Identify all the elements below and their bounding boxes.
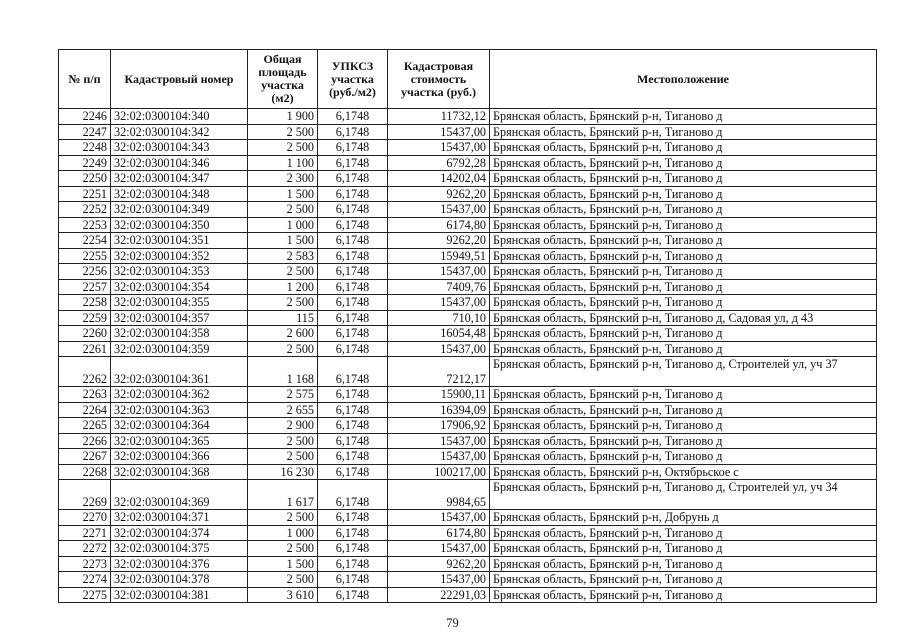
cell-location: Брянская область, Брянский р-н, Тиганово д (490, 109, 877, 125)
cell-cadastral-number: 32:02:0300104:376 (111, 556, 248, 572)
cell-cadastral-number: 32:02:0300104:365 (111, 433, 248, 449)
cell-cadastral-number: 32:02:0300104:362 (111, 387, 248, 403)
cell-cadastral-cost: 16054,48 (388, 326, 490, 342)
cell-location: Брянская область, Брянский р-н, Тиганово д (490, 217, 877, 233)
table-body (59, 109, 877, 603)
cell-cadastral-number: 32:02:0300104:359 (111, 341, 248, 357)
cell-cadastral-cost: 16394,09 (388, 402, 490, 418)
cell-index: 2261 (59, 341, 111, 357)
cell-upksz: 6,1748 (318, 572, 388, 588)
cell-cadastral-cost: 15437,00 (388, 264, 490, 280)
cell-area: 1 900 (248, 109, 318, 125)
table-row (59, 171, 877, 187)
cell-cadastral-cost: 9262,20 (388, 556, 490, 572)
cell-cadastral-number: 32:02:0300104:349 (111, 202, 248, 218)
header-cadastral-number: Кадастровый номер (111, 50, 248, 109)
table-row (59, 217, 877, 233)
cell-location: Брянская область, Брянский р-н, Тиганово д (490, 449, 877, 465)
cell-cadastral-number: 32:02:0300104:350 (111, 217, 248, 233)
table-row (59, 341, 877, 357)
cell-upksz: 6,1748 (318, 124, 388, 140)
cell-cadastral-number: 32:02:0300104:355 (111, 295, 248, 311)
cell-area: 1 500 (248, 186, 318, 202)
cell-area: 115 (248, 310, 318, 326)
cell-cadastral-number: 32:02:0300104:346 (111, 155, 248, 171)
cell-cadastral-cost: 14202,04 (388, 171, 490, 187)
cell-area: 1 168 (248, 357, 318, 387)
cell-cadastral-cost: 7409,76 (388, 279, 490, 295)
cell-index: 2254 (59, 233, 111, 249)
cell-upksz: 6,1748 (318, 587, 388, 603)
cell-cadastral-number: 32:02:0300104:381 (111, 587, 248, 603)
header-location: Местоположение (490, 50, 877, 109)
cell-index: 2270 (59, 510, 111, 526)
cell-area: 2 600 (248, 326, 318, 342)
cell-index: 2268 (59, 464, 111, 480)
cell-location: Брянская область, Брянский р-н, Тиганово д (490, 202, 877, 218)
cell-area: 2 583 (248, 248, 318, 264)
cell-cadastral-cost: 9984,65 (388, 480, 490, 510)
cell-area: 1 500 (248, 233, 318, 249)
cell-location: Брянская область, Брянский р-н, Тиганово д (490, 418, 877, 434)
cell-location: Брянская область, Брянский р-н, Тиганово д (490, 233, 877, 249)
cell-location: Брянская область, Брянский р-н, Тиганово д (490, 248, 877, 264)
cell-upksz: 6,1748 (318, 109, 388, 125)
cell-cadastral-cost: 15437,00 (388, 433, 490, 449)
cell-cadastral-number: 32:02:0300104:361 (111, 357, 248, 387)
cell-cadastral-number: 32:02:0300104:363 (111, 402, 248, 418)
cell-cadastral-cost: 6174,80 (388, 525, 490, 541)
cell-cadastral-number: 32:02:0300104:348 (111, 186, 248, 202)
cell-area: 2 500 (248, 449, 318, 465)
cell-area: 2 500 (248, 202, 318, 218)
table-row (59, 418, 877, 434)
cell-location: Брянская область, Брянский р-н, Тиганово д (490, 155, 877, 171)
cell-cadastral-cost: 15437,00 (388, 124, 490, 140)
cell-cadastral-number: 32:02:0300104:343 (111, 140, 248, 156)
table-row (59, 295, 877, 311)
table-row (59, 264, 877, 280)
cell-cadastral-number: 32:02:0300104:358 (111, 326, 248, 342)
cell-location: Брянская область, Брянский р-н, Тиганово д (490, 572, 877, 588)
header-upksz: УПКСЗ участка (руб./м2) (318, 50, 388, 109)
cell-upksz: 6,1748 (318, 310, 388, 326)
table-row (59, 480, 877, 510)
cell-upksz: 6,1748 (318, 171, 388, 187)
cell-location: Брянская область, Брянский р-н, Тиганово д (490, 140, 877, 156)
table-header-row (59, 50, 877, 109)
cell-area: 2 500 (248, 124, 318, 140)
cell-area: 1 500 (248, 556, 318, 572)
cell-location: Брянская область, Брянский р-н, Тиганово д (490, 279, 877, 295)
table-row (59, 109, 877, 125)
cell-area: 2 500 (248, 295, 318, 311)
cell-area: 2 500 (248, 541, 318, 557)
header-index: № п/п (59, 50, 111, 109)
cell-location: Брянская область, Брянский р-н, Тиганово д (490, 295, 877, 311)
cell-upksz: 6,1748 (318, 155, 388, 171)
cell-location: Брянская область, Брянский р-н, Добрунь д (490, 510, 877, 526)
cell-upksz: 6,1748 (318, 541, 388, 557)
table-row (59, 279, 877, 295)
cell-index: 2247 (59, 124, 111, 140)
cell-area: 2 900 (248, 418, 318, 434)
cell-location: Брянская область, Брянский р-н, Тиганово д, Садовая ул, д 43 (490, 310, 877, 326)
cell-cadastral-number: 32:02:0300104:342 (111, 124, 248, 140)
cell-area: 1 000 (248, 525, 318, 541)
cell-location: Брянская область, Брянский р-н, Тиганово д, Строителей ул, уч 37 (490, 357, 877, 387)
cell-upksz: 6,1748 (318, 279, 388, 295)
cell-index: 2251 (59, 186, 111, 202)
table-row (59, 155, 877, 171)
cell-upksz: 6,1748 (318, 326, 388, 342)
table-row (59, 140, 877, 156)
table-row (59, 357, 877, 387)
cell-upksz: 6,1748 (318, 140, 388, 156)
cell-location: Брянская область, Брянский р-н, Тиганово д (490, 264, 877, 280)
cell-index: 2275 (59, 587, 111, 603)
cell-upksz: 6,1748 (318, 295, 388, 311)
cell-upksz: 6,1748 (318, 464, 388, 480)
cell-location: Брянская область, Брянский р-н, Октябрьское с (490, 464, 877, 480)
cell-index: 2258 (59, 295, 111, 311)
cell-index: 2265 (59, 418, 111, 434)
cell-cadastral-number: 32:02:0300104:375 (111, 541, 248, 557)
cell-index: 2259 (59, 310, 111, 326)
cell-cadastral-number: 32:02:0300104:369 (111, 480, 248, 510)
cell-area: 2 500 (248, 341, 318, 357)
cell-location: Брянская область, Брянский р-н, Тиганово д (490, 186, 877, 202)
cell-cadastral-number: 32:02:0300104:351 (111, 233, 248, 249)
cell-location: Брянская область, Брянский р-н, Тиганово д (490, 525, 877, 541)
table-row (59, 510, 877, 526)
cell-area: 2 300 (248, 171, 318, 187)
cell-cadastral-cost: 15437,00 (388, 295, 490, 311)
cell-upksz: 6,1748 (318, 202, 388, 218)
cell-cadastral-number: 32:02:0300104:366 (111, 449, 248, 465)
cell-area: 16 230 (248, 464, 318, 480)
cell-index: 2271 (59, 525, 111, 541)
cell-index: 2264 (59, 402, 111, 418)
cell-cadastral-cost: 15437,00 (388, 510, 490, 526)
cell-location: Брянская область, Брянский р-н, Тиганово д (490, 171, 877, 187)
cell-location: Брянская область, Брянский р-н, Тиганово д (490, 124, 877, 140)
table-row (59, 326, 877, 342)
cell-cadastral-number: 32:02:0300104:353 (111, 264, 248, 280)
cell-area: 1 000 (248, 217, 318, 233)
table-row (59, 387, 877, 403)
cell-upksz: 6,1748 (318, 449, 388, 465)
cell-upksz: 6,1748 (318, 264, 388, 280)
cell-cadastral-cost: 11732,12 (388, 109, 490, 125)
cell-cadastral-cost: 15437,00 (388, 449, 490, 465)
cell-area: 1 200 (248, 279, 318, 295)
table-row (59, 464, 877, 480)
cell-cadastral-cost: 7212,17 (388, 357, 490, 387)
table-row (59, 449, 877, 465)
cell-upksz: 6,1748 (318, 480, 388, 510)
cell-location: Брянская область, Брянский р-н, Тиганово д (490, 433, 877, 449)
cell-upksz: 6,1748 (318, 525, 388, 541)
cell-location: Брянская область, Брянский р-н, Тиганово д (490, 402, 877, 418)
table-row (59, 541, 877, 557)
cell-area: 2 500 (248, 140, 318, 156)
cell-upksz: 6,1748 (318, 233, 388, 249)
cell-location: Брянская область, Брянский р-н, Тиганово д, Строителей ул, уч 34 (490, 480, 877, 510)
cell-index: 2262 (59, 357, 111, 387)
cell-cadastral-cost: 17906,92 (388, 418, 490, 434)
cadastral-table (58, 49, 877, 603)
table-row (59, 525, 877, 541)
cell-index: 2263 (59, 387, 111, 403)
cell-cadastral-cost: 9262,20 (388, 233, 490, 249)
table-row (59, 248, 877, 264)
cell-cadastral-number: 32:02:0300104:374 (111, 525, 248, 541)
cell-cadastral-cost: 15437,00 (388, 140, 490, 156)
cell-location: Брянская область, Брянский р-н, Тиганово д (490, 341, 877, 357)
cell-index: 2267 (59, 449, 111, 465)
cell-cadastral-cost: 9262,20 (388, 186, 490, 202)
cell-upksz: 6,1748 (318, 387, 388, 403)
table-row (59, 310, 877, 326)
cell-upksz: 6,1748 (318, 217, 388, 233)
cell-cadastral-cost: 15437,00 (388, 341, 490, 357)
cell-index: 2256 (59, 264, 111, 280)
cell-location: Брянская область, Брянский р-н, Тиганово д (490, 326, 877, 342)
header-cadastral-cost: Кадастровая стоимость участка (руб.) (388, 50, 490, 109)
cell-cadastral-cost: 100217,00 (388, 464, 490, 480)
cell-cadastral-cost: 15900,11 (388, 387, 490, 403)
cell-index: 2260 (59, 326, 111, 342)
cell-index: 2252 (59, 202, 111, 218)
cell-cadastral-cost: 22291,03 (388, 587, 490, 603)
cell-index: 2253 (59, 217, 111, 233)
cell-index: 2274 (59, 572, 111, 588)
table-row (59, 433, 877, 449)
cell-cadastral-cost: 15949,51 (388, 248, 490, 264)
table-row (59, 124, 877, 140)
cell-area: 2 655 (248, 402, 318, 418)
cell-cadastral-number: 32:02:0300104:347 (111, 171, 248, 187)
cell-upksz: 6,1748 (318, 341, 388, 357)
cell-index: 2273 (59, 556, 111, 572)
cell-area: 2 500 (248, 433, 318, 449)
cell-location: Брянская область, Брянский р-н, Тиганово д (490, 587, 877, 603)
table-row (59, 587, 877, 603)
cell-upksz: 6,1748 (318, 186, 388, 202)
cell-cadastral-number: 32:02:0300104:368 (111, 464, 248, 480)
header-area: Общая площадь участка (м2) (248, 50, 318, 109)
cell-cadastral-number: 32:02:0300104:371 (111, 510, 248, 526)
cell-cadastral-number: 32:02:0300104:364 (111, 418, 248, 434)
cell-location: Брянская область, Брянский р-н, Тиганово д (490, 541, 877, 557)
cell-upksz: 6,1748 (318, 556, 388, 572)
cell-cadastral-cost: 15437,00 (388, 202, 490, 218)
cell-index: 2248 (59, 140, 111, 156)
cell-index: 2269 (59, 480, 111, 510)
cell-cadastral-number: 32:02:0300104:357 (111, 310, 248, 326)
page-number: 79 (446, 616, 459, 630)
cell-upksz: 6,1748 (318, 433, 388, 449)
cell-cadastral-number: 32:02:0300104:352 (111, 248, 248, 264)
cell-cadastral-cost: 15437,00 (388, 541, 490, 557)
table-row (59, 556, 877, 572)
cell-area: 1 617 (248, 480, 318, 510)
cell-index: 2249 (59, 155, 111, 171)
cell-area: 2 500 (248, 572, 318, 588)
cell-index: 2255 (59, 248, 111, 264)
cell-area: 2 500 (248, 264, 318, 280)
cell-area: 3 610 (248, 587, 318, 603)
cell-area: 2 500 (248, 510, 318, 526)
cell-area: 2 575 (248, 387, 318, 403)
table-row (59, 186, 877, 202)
cell-cadastral-cost: 6174,80 (388, 217, 490, 233)
cell-cadastral-number: 32:02:0300104:378 (111, 572, 248, 588)
cell-index: 2266 (59, 433, 111, 449)
table-row (59, 402, 877, 418)
cell-upksz: 6,1748 (318, 248, 388, 264)
table-row (59, 233, 877, 249)
cell-upksz: 6,1748 (318, 510, 388, 526)
cell-upksz: 6,1748 (318, 418, 388, 434)
cell-upksz: 6,1748 (318, 402, 388, 418)
cell-upksz: 6,1748 (318, 357, 388, 387)
cell-area: 1 100 (248, 155, 318, 171)
cell-location: Брянская область, Брянский р-н, Тиганово д (490, 556, 877, 572)
cell-cadastral-number: 32:02:0300104:340 (111, 109, 248, 125)
cell-index: 2257 (59, 279, 111, 295)
cell-location: Брянская область, Брянский р-н, Тиганово д (490, 387, 877, 403)
cell-cadastral-number: 32:02:0300104:354 (111, 279, 248, 295)
table-row (59, 572, 877, 588)
cell-index: 2246 (59, 109, 111, 125)
cell-index: 2250 (59, 171, 111, 187)
table-row (59, 202, 877, 218)
cell-cadastral-cost: 710,10 (388, 310, 490, 326)
cell-cadastral-cost: 15437,00 (388, 572, 490, 588)
cell-cadastral-cost: 6792,28 (388, 155, 490, 171)
cell-index: 2272 (59, 541, 111, 557)
